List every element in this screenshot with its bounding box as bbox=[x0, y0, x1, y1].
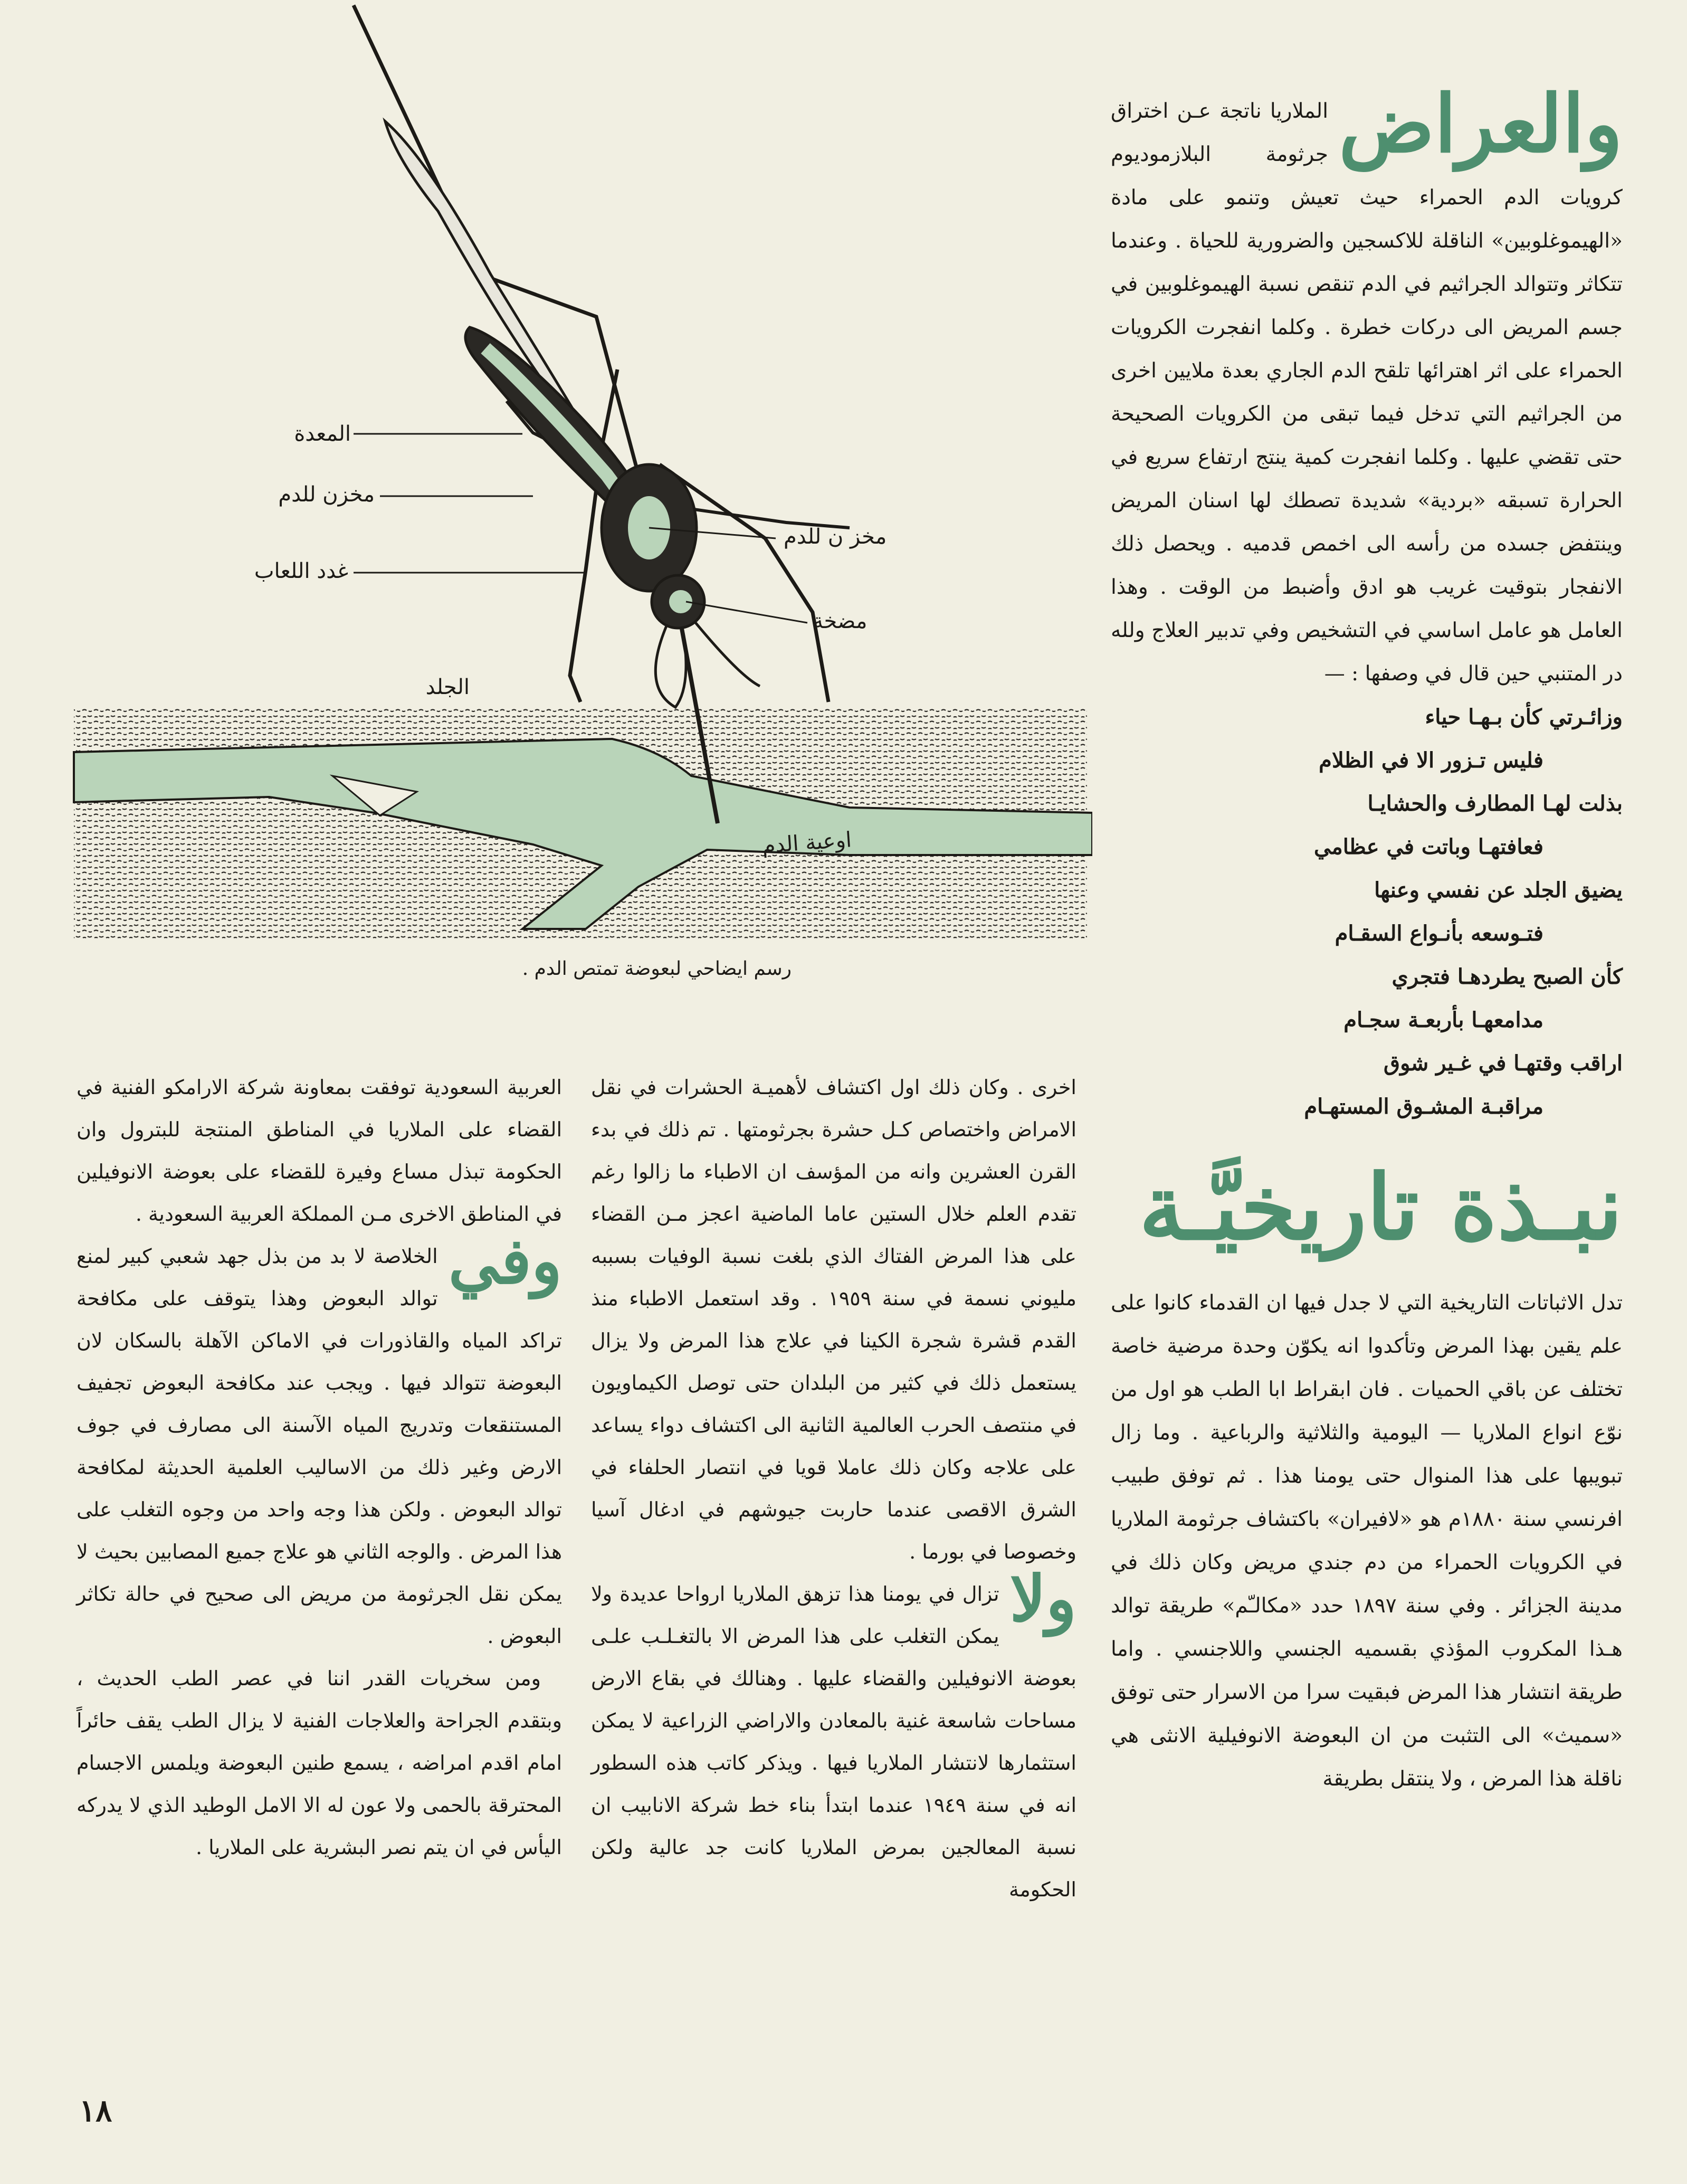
page-number: ١٨ bbox=[79, 2093, 112, 2129]
label-blood-reservoir-right: مخز ن للدم bbox=[784, 525, 887, 549]
section-heading-history: نبـذة تاريخيَّـة bbox=[1139, 1155, 1623, 1260]
dropcap-middle: ولا bbox=[1009, 1562, 1076, 1636]
middle-paragraph-1: اخرى . وكان ذلك اول اكتشاف لأهميـة الحشرات في نقل الامراض واختصاص كـل حشرة بجرثومتها . تم ذلك في بدء القرن العشرين وانه من المؤسف ان الاطباء ما زالوا رغم تقدم العلم خلال الستين عاما الماضية اعجز مـن القضاء على هذا المرض الفتاك الذي بلغت نسبة الوفيات بسببه مليوني نسمة في سنة ١٩٥٩ . وقد استعمل الاطباء منذ القدم قشرة شجرة الكينا في علاج هذا المرض ولا يزال يستعمل ذلك في كثير من البلدان حتى توصل الكيماويون في منتصف الحرب العالمية الثانية الى اكتشاف دواء يساعد على علاجه وكان ذلك عاملا قويا في انتصار الحلفاء في الشرق الاقصى عندما حاربت جيوشهم في ادغال آسيا وخصوصا في بورما . bbox=[591, 1076, 1076, 1563]
poem-line: مراقبـة المشـوق المستهـام bbox=[1304, 1094, 1543, 1119]
middle-column bbox=[591, 1066, 1076, 1911]
label-salivary-glands: غدد اللعاب bbox=[254, 559, 348, 583]
poem-line: يضيق الجلد عن نفسي وعنها bbox=[1374, 878, 1623, 903]
poem-line: فعافتهـا وباتت في عظامي bbox=[1313, 834, 1543, 859]
label-blood-reservoir-left: مخزن للدم bbox=[278, 482, 375, 507]
label-pump: مضخة bbox=[813, 609, 868, 633]
label-stomach: المعدة bbox=[294, 422, 351, 446]
history-paragraph: تدل الاثباتات التاريخية التي لا جدل فيها ان القدماء كانوا على علم يقين بهذا المرض وتأكدوا انه يكوّن وحدة مرضية خاصة تختلف عن باقي الحميات . فان ابقراط ابا الطب هو اول من نوّع انواع الملاريا — اليومية والثلاثية والرباعية . وما زال تبويبها على هذا المنوال حتى يومنا هذا . ثم توفق طبيب افرنسي سنة ١٨٨٠م هو «لافيران» باكتشاف جرثومة الملاريا في الكرويات الحمراء من دم جندي مريض وكان ذلك في مدينة الجزائر . وفي سنة ١٨٩٧ حدد «مكالـّم» طريقة توالد هـذا المكروب المؤذي بقسميه الجنسي واللاجنسي . واما طريقة انتشار هذا المرض فبقيت سرا من الاسرار حتى توفق «سميث» الى التثبت من ان البعوضة الانوفيلية الانثى هي ناقلة هذا المرض ، ولا ينتقل بطريقة bbox=[1111, 1291, 1623, 1791]
poem-line: فليس تـزور الا في الظلام bbox=[1319, 748, 1543, 773]
poem-line: اراقب وقتهـا في غـير شوق bbox=[1384, 1051, 1623, 1076]
poem bbox=[1111, 696, 1623, 1128]
figure-caption: رسم ايضاحي لبعوضة تمتص الدم . bbox=[522, 958, 792, 980]
poem-line: كأن الصبح يطردهـا فتجري bbox=[1391, 964, 1623, 989]
poem-line: بذلت لهـا المطارف والحشايـا bbox=[1367, 791, 1623, 816]
left-paragraph-2: الخلاصة لا بد من بذل جهد شعبي كبير لمنع توالد البعوض وهذا يتوقف على مكافحة تراكد المياه والقاذورات في الاماكن الآهلة بالسكان لان البعوضة تتوالد فيها . ويجب عند مكافحة البعوض تجفيف المستنقعات وتدريج المياه الآسنة الى مصارف في جوف الارض وغير ذلك من الاساليب العلمية الحديثة لمكافحة توالد البعوض . ولكن هذا وجه واحد من وجوه التغلب على هذا المرض . والوجه الثاني هو علاج جميع المصابين بحيث لا يمكن نقل الجرثومة من مريض الى صحيح في حالة تكاثر البعوض . bbox=[77, 1245, 562, 1648]
dropcap-left: وفي bbox=[448, 1224, 562, 1298]
symptoms-paragraph: الملاريا ناتجة عـن اختراق جرثومة البلازموديوم كرويات الدم الحمراء حيث تعيش وتنمو على مادة «الهيموغلوبين» الناقلة للاكسجين والضرورية للحياة . وعندما تتكاثر وتتوالد الجراثيم في الدم تنقص نسبة الهيموغلوبين في جسم المريض الى دركات خطرة . وكلما انفجرت الكرويات الحمراء على اثر اهترائها تلقح الدم الجاري بعدة ملايين اخرى من الجراثيم التي تدخل فيما تبقى من الكرويات الصحيحة حتى تقضي عليها . وكلما انفجرت كمية ينتج ارتفاع سريع في الحرارة تسبقه «بردية» شديدة تصطك لها اسنان المريض وينتفض جسده من رأسه الى اخمص قدميه . ويحصل ذلك الانفجار بتوقيت غريب هو ادق وأضبط من الوقت . وهذا العامل هو عامل اساسي في التشخيص وفي تدبير العلاج ولله در المتنبي حين قال في وصفها : — bbox=[1111, 99, 1623, 686]
mosquito-illustration bbox=[58, 0, 1092, 945]
mosquito-diagram-svg bbox=[58, 0, 1092, 945]
poem-line: وزائـرتي كأن بـهـا حياء bbox=[1425, 705, 1623, 729]
poem-line: مدامعهـا بأربعـة سجـام bbox=[1343, 1008, 1543, 1032]
section-dropcap-symptoms: والعراض bbox=[1339, 78, 1623, 170]
left-paragraph-1: العربية السعودية توفقت بمعاونة شركة الارامكو الفنية في القضاء على الملاريا في المناطق المنتجة للبترول وان الحكومة تبذل مساع وفيرة للقضاء على بعوضة الانوفيلين في المناطق الاخرى مـن المملكة العربية السعودية . bbox=[77, 1076, 562, 1226]
label-skin: الجلد bbox=[425, 675, 470, 699]
label-blood-vessels: اوعية الدم bbox=[761, 828, 853, 858]
left-paragraph-3: ومن سخريات القدر اننا في عصر الطب الحديث ، وبتقدم الجراحة والعلاجات الفنية لا يزال الطب يقف حائراً امام اقدم امراضه ، يسمع طنين البعوضة ويلمس الاجسام المحترقة بالحمى ولا عون له الا الامل الوطيد الذي لا يدركه اليأس في ان يتم نصر البشرية على الملاريا . bbox=[77, 1667, 562, 1859]
middle-paragraph-2: تزال في يومنا هذا تزهق الملاريا ارواحا عديدة ولا يمكن التغلب على هذا المرض الا بالتغـلـب علـى بعوضة الانوفيلين والقضاء عليها . وهنالك في بقاع الارض مساحات شاسعة غنية بالمعادن والاراضي الزراعية لا يمكن استثمارها لانتشار الملاريا فيها . ويذكر كاتب هذه السطور انه في سنة ١٩٤٩ عندما ابتدأ بناء خط شركة الانابيب ان نسبة المعالجين بمرض الملاريا كانت جد عالية ولكن الحكومة bbox=[591, 1582, 1077, 1901]
right-column bbox=[1111, 78, 1623, 1801]
poem-line: فتـوسعه بأنـواع السقـام bbox=[1335, 921, 1543, 946]
left-column bbox=[77, 1066, 562, 1868]
